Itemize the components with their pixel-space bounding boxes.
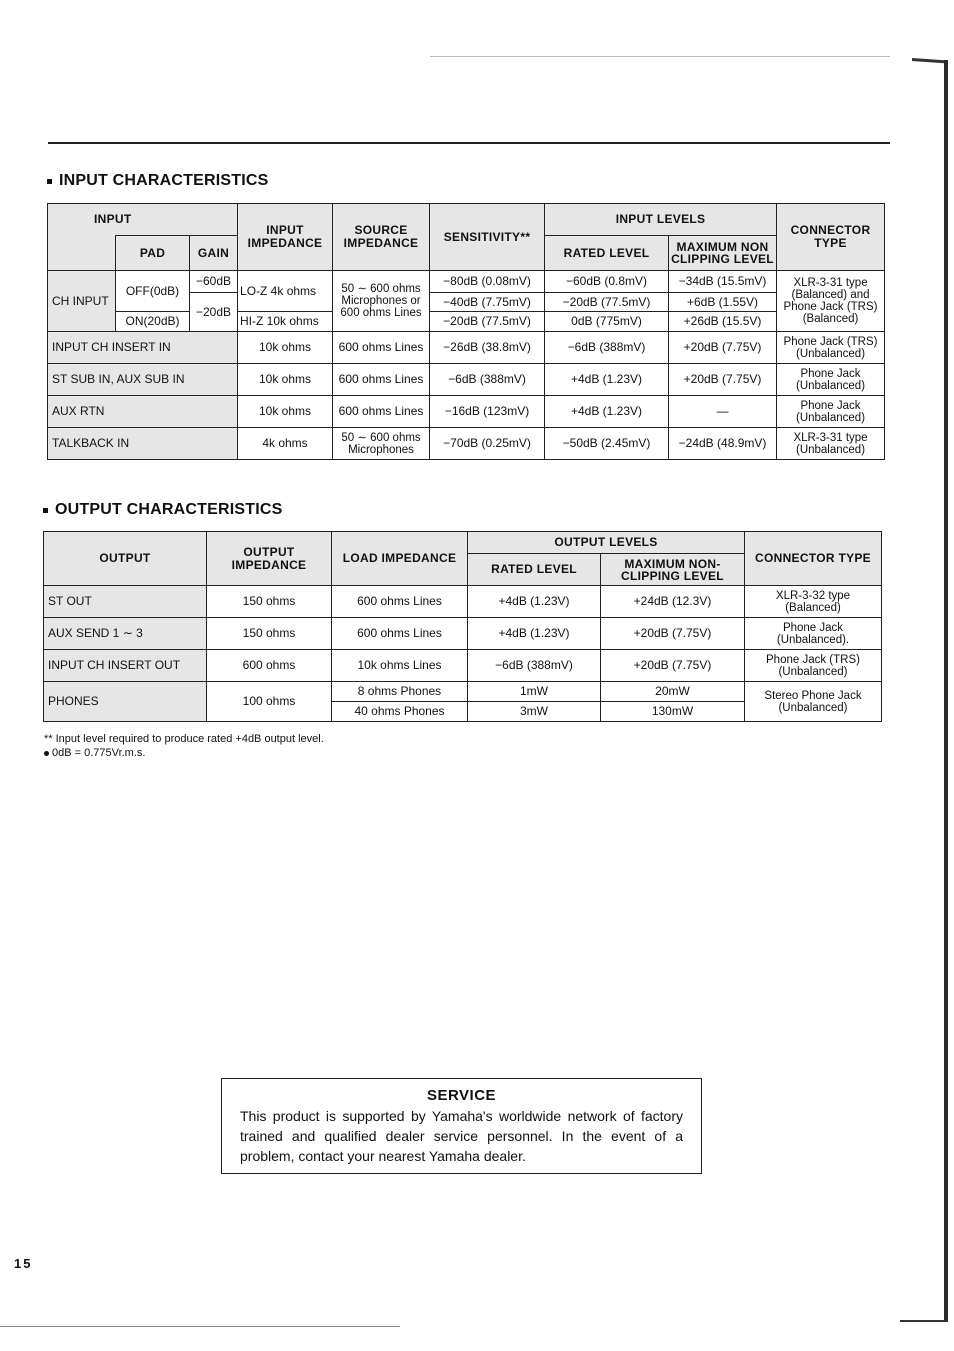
load-impedance-cell: 10k ohms Lines bbox=[332, 650, 468, 682]
row-label: AUX SEND 1 ∼ 3 bbox=[44, 618, 207, 650]
output-characteristics-title bbox=[43, 501, 283, 519]
connector-cell: XLR-3-31 type (Unbalanced) bbox=[777, 428, 885, 460]
ch-input-max-3: +26dB (15.5V) bbox=[669, 312, 777, 332]
header-rule bbox=[48, 142, 890, 144]
phones-impedance: 100 ohms bbox=[207, 682, 332, 722]
pad-off: OFF(0dB) bbox=[116, 271, 190, 312]
max-level-cell: +20dB (7.75V) bbox=[601, 618, 745, 650]
page-edge-bottom bbox=[0, 1326, 400, 1327]
sensitivity-footnote: ** Input level required to produce rated +4dB output level. bbox=[44, 733, 324, 745]
output-impedance-cell: 600 ohms bbox=[207, 650, 332, 682]
page-edge-shadow bbox=[944, 60, 948, 1322]
header-connector-type: CONNECTOR TYPE bbox=[777, 204, 885, 271]
max-level-cell: −24dB (48.9mV) bbox=[669, 428, 777, 460]
connector-cell: Phone Jack (Unbalanced) bbox=[777, 396, 885, 428]
row-label: ST OUT bbox=[44, 586, 207, 618]
input-impedance-cell: 10k ohms bbox=[238, 396, 333, 428]
header-sensitivity: SENSITIVITY** bbox=[430, 204, 545, 271]
gain-60: −60dB bbox=[190, 271, 238, 293]
row-label: ST SUB IN, AUX SUB IN bbox=[48, 364, 238, 396]
table-row bbox=[48, 428, 885, 460]
input-impedance-cell: 10k ohms bbox=[238, 364, 333, 396]
table-row bbox=[44, 586, 882, 618]
header-rated-level: RATED LEVEL bbox=[468, 554, 601, 586]
table-row bbox=[48, 396, 885, 428]
pad-on: ON(20dB) bbox=[116, 312, 190, 332]
header-input-blank bbox=[48, 236, 116, 271]
max-level-cell: +20dB (7.75V) bbox=[601, 650, 745, 682]
page-edge-shadow-top bbox=[912, 58, 948, 64]
connector-cell: Phone Jack (Unbalanced). bbox=[745, 618, 882, 650]
max-level-cell: +20dB (7.75V) bbox=[669, 364, 777, 396]
input-impedance-cell: 10k ohms bbox=[238, 332, 333, 364]
header-source-impedance: SOURCE IMPEDANCE bbox=[333, 204, 430, 271]
max-level-cell: +20dB (7.75V) bbox=[669, 332, 777, 364]
ch-input-rated-2: −20dB (77.5mV) bbox=[545, 293, 669, 312]
max-level-cell: +24dB (12.3V) bbox=[601, 586, 745, 618]
output-characteristics-title-text: OUTPUT CHARACTERISTICS bbox=[55, 501, 283, 518]
output-impedance-cell: 150 ohms bbox=[207, 618, 332, 650]
phones-load-8: 8 ohms Phones bbox=[332, 682, 468, 702]
table-row-phones bbox=[44, 682, 882, 702]
odb-footnote bbox=[44, 747, 145, 759]
row-label: INPUT CH INSERT OUT bbox=[44, 650, 207, 682]
header-rated-level: RATED LEVEL bbox=[545, 236, 669, 271]
phones-max-8: 20mW bbox=[601, 682, 745, 702]
sensitivity-cell: −26dB (38.8mV) bbox=[430, 332, 545, 364]
input-impedance-cell: 4k ohms bbox=[238, 428, 333, 460]
rated-level-cell: −50dB (2.45mV) bbox=[545, 428, 669, 460]
gain-20: −20dB bbox=[190, 293, 238, 332]
header-connector-type: CONNECTOR TYPE bbox=[745, 532, 882, 586]
impedance-lo-z: LO-Z 4k ohms bbox=[238, 271, 333, 312]
source-impedance-cell: 50 ∼ 600 ohms Microphones bbox=[333, 428, 430, 460]
phones-rated-8: 1mW bbox=[468, 682, 601, 702]
phones-connector: Stereo Phone Jack (Unbalanced) bbox=[745, 682, 882, 722]
table-row bbox=[48, 364, 885, 396]
square-bullet-icon bbox=[47, 179, 52, 184]
connector-cell: XLR-3-32 type (Balanced) bbox=[745, 586, 882, 618]
output-characteristics-table bbox=[43, 531, 882, 722]
header-max-non-clipping: MAXIMUM NON CLIPPING LEVEL bbox=[669, 236, 777, 271]
header-input: INPUT bbox=[48, 204, 238, 236]
source-impedance-cell: 600 ohms Lines bbox=[333, 332, 430, 364]
source-impedance-cell: 600 ohms Lines bbox=[333, 364, 430, 396]
rated-level-cell: −6dB (388mV) bbox=[468, 650, 601, 682]
load-impedance-cell: 600 ohms Lines bbox=[332, 586, 468, 618]
input-characteristics-title-text: INPUT CHARACTERISTICS bbox=[59, 172, 269, 189]
header-load-impedance: LOAD IMPEDANCE bbox=[332, 532, 468, 586]
header-output-impedance: OUTPUT IMPEDANCE bbox=[207, 532, 332, 586]
input-characteristics-title bbox=[47, 172, 269, 190]
header-output: OUTPUT bbox=[44, 532, 207, 586]
sensitivity-cell: −70dB (0.25mV) bbox=[430, 428, 545, 460]
phones-rated-40: 3mW bbox=[468, 702, 601, 722]
rated-level-cell: −6dB (388mV) bbox=[545, 332, 669, 364]
header-gain: GAIN bbox=[190, 236, 238, 271]
square-bullet-icon bbox=[43, 508, 48, 513]
header-input-levels: INPUT LEVELS bbox=[545, 204, 777, 236]
row-label: INPUT CH INSERT IN bbox=[48, 332, 238, 364]
rated-level-cell: +4dB (1.23V) bbox=[468, 618, 601, 650]
odb-footnote-text: 0dB = 0.775Vr.m.s. bbox=[52, 747, 146, 759]
page-number: 15 bbox=[14, 1256, 33, 1271]
row-label-ch-input: CH INPUT bbox=[48, 271, 116, 332]
header-input-impedance: INPUT IMPEDANCE bbox=[238, 204, 333, 271]
row-label: AUX RTN bbox=[48, 396, 238, 428]
max-level-cell: — bbox=[669, 396, 777, 428]
source-impedance-cell: 600 ohms Lines bbox=[333, 396, 430, 428]
table-row bbox=[48, 332, 885, 364]
connector-cell: Phone Jack (TRS) (Unbalanced) bbox=[777, 332, 885, 364]
ch-input-source-impedance: 50 ∼ 600 ohms Microphones or 600 ohms Lines bbox=[333, 271, 430, 332]
sensitivity-cell: −16dB (123mV) bbox=[430, 396, 545, 428]
connector-cell: Phone Jack (Unbalanced) bbox=[777, 364, 885, 396]
connector-cell: Phone Jack (TRS) (Unbalanced) bbox=[745, 650, 882, 682]
bullet-dot-icon bbox=[44, 751, 49, 756]
row-label: TALKBACK IN bbox=[48, 428, 238, 460]
header-max-non-clipping: MAXIMUM NON-CLIPPING LEVEL bbox=[601, 554, 745, 586]
ch-input-rated-1: −60dB (0.8mV) bbox=[545, 271, 669, 293]
ch-input-sensitivity-2: −40dB (7.75mV) bbox=[430, 293, 545, 312]
phones-max-40: 130mW bbox=[601, 702, 745, 722]
service-title: SERVICE bbox=[426, 1087, 497, 1104]
service-box bbox=[221, 1078, 702, 1174]
input-characteristics-table bbox=[47, 203, 885, 460]
faint-top-line bbox=[430, 56, 890, 57]
ch-input-sensitivity-3: −20dB (77.5mV) bbox=[430, 312, 545, 332]
ch-input-sensitivity-1: −80dB (0.08mV) bbox=[430, 271, 545, 293]
row-label-phones: PHONES bbox=[44, 682, 207, 722]
ch-input-rated-3: 0dB (775mV) bbox=[545, 312, 669, 332]
header-output-levels: OUTPUT LEVELS bbox=[468, 532, 745, 554]
ch-input-max-2: +6dB (1.55V) bbox=[669, 293, 777, 312]
rated-level-cell: +4dB (1.23V) bbox=[545, 396, 669, 428]
ch-input-max-1: −34dB (15.5mV) bbox=[669, 271, 777, 293]
sensitivity-cell: −6dB (388mV) bbox=[430, 364, 545, 396]
output-impedance-cell: 150 ohms bbox=[207, 586, 332, 618]
table-row bbox=[44, 650, 882, 682]
service-body: This product is supported by Yamaha's worldwide network of factory trained and qualified dealer service personnel. In the event of a problem, contact your nearest Yamaha dealer. bbox=[240, 1108, 683, 1164]
rated-level-cell: +4dB (1.23V) bbox=[545, 364, 669, 396]
ch-input-connector: XLR-3-31 type (Balanced) and Phone Jack (TRS) (Balanced) bbox=[777, 271, 885, 332]
impedance-hi-z: HI-Z 10k ohms bbox=[238, 312, 333, 332]
header-pad: PAD bbox=[116, 236, 190, 271]
page-edge-bottom-right bbox=[900, 1320, 948, 1322]
rated-level-cell: +4dB (1.23V) bbox=[468, 586, 601, 618]
phones-load-40: 40 ohms Phones bbox=[332, 702, 468, 722]
table-row bbox=[44, 618, 882, 650]
load-impedance-cell: 600 ohms Lines bbox=[332, 618, 468, 650]
